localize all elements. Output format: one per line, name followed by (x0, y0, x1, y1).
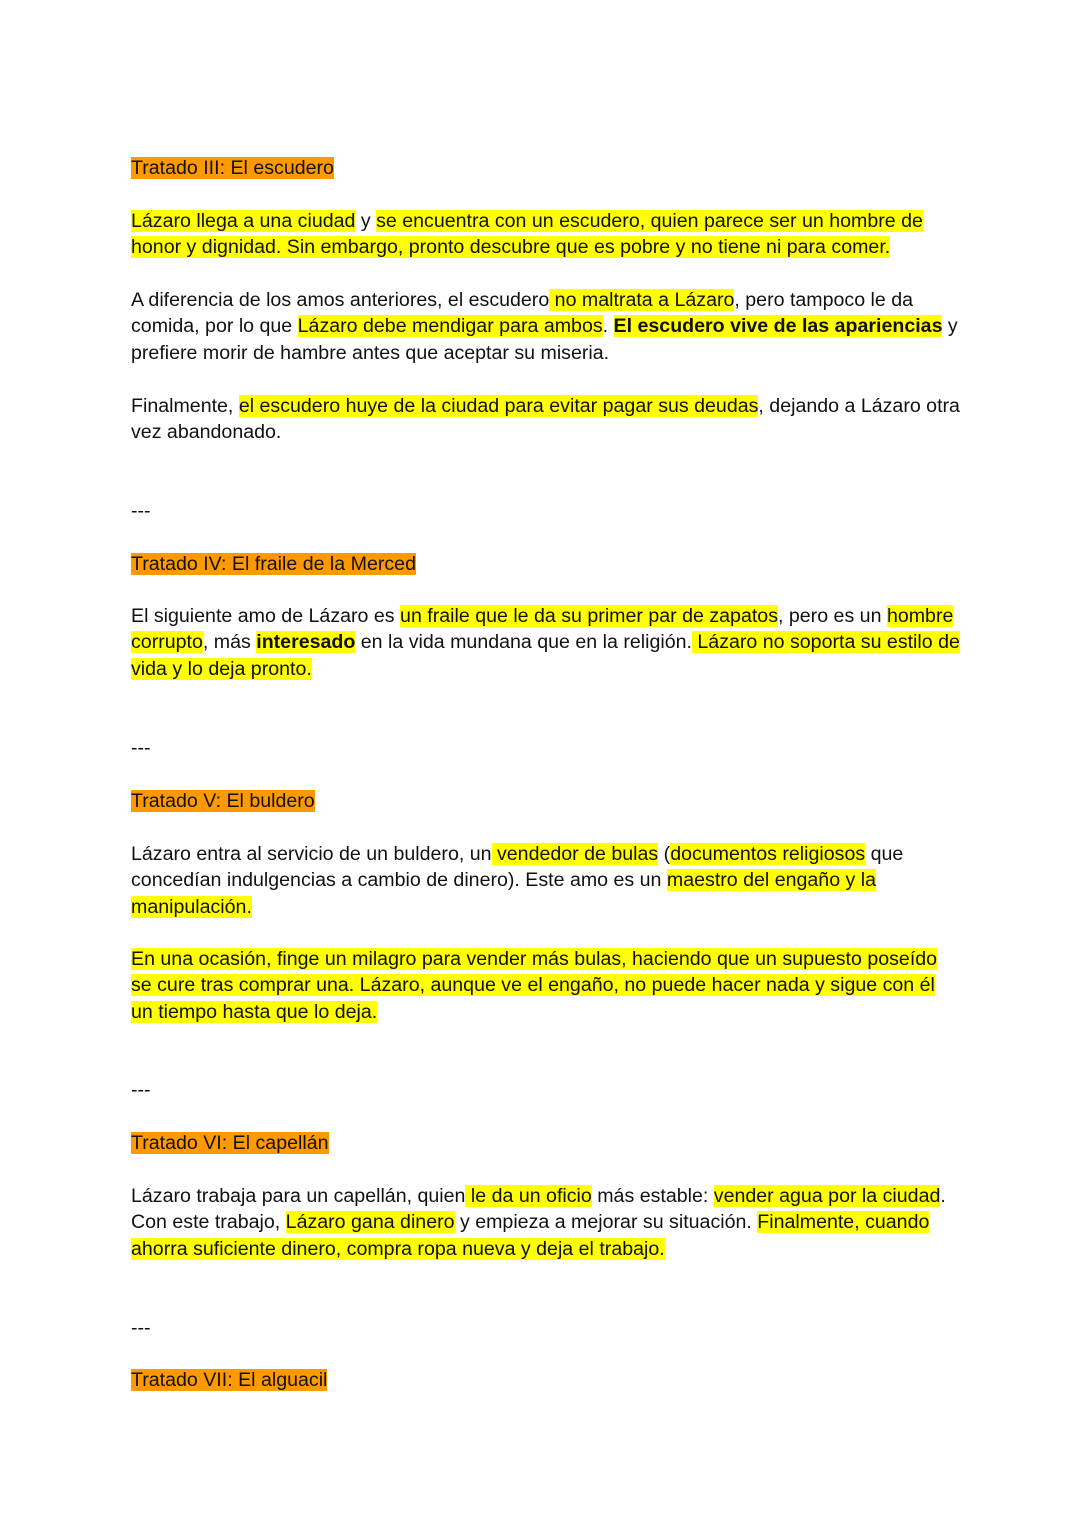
separator: --- (131, 737, 151, 759)
section-heading-tratado-vi: Tratado VI: El capellán (131, 1132, 329, 1154)
separator: --- (131, 1317, 151, 1339)
paragraph: Lázaro trabaja para un capellán, quien le da un oficio más estable: vender agua por la ciudad. Con este trabajo, Lázaro gana dinero y empieza a mejorar su situación. Finalmente, cuando ahorra suficiente dinero, compra ropa nueva y deja el trabajo. (131, 1185, 946, 1260)
paragraph: El siguiente amo de Lázaro es un fraile que le da su primer par de zapatos, pero es un hombre corrupto, más interesado en la vida mundana que en la religión. Lázaro no soporta su estilo de vida y lo deja pronto. (131, 605, 960, 680)
separator: --- (131, 1079, 151, 1101)
paragraph: A diferencia de los amos anteriores, el escudero no maltrata a Lázaro, pero tampoco le da comida, por lo que Lázaro debe mendigar para ambos. El escudero vive de las apariencias y prefiere morir de hambre antes que aceptar su miseria. (131, 289, 958, 364)
section-heading-tratado-vii: Tratado VII: El alguacil (131, 1369, 328, 1391)
section-heading-tratado-v: Tratado V: El buldero (131, 790, 315, 812)
paragraph: Lázaro entra al servicio de un buldero, un vendedor de bulas (documentos religiosos que concedían indulgencias a cambio de dinero). Este amo es un maestro del engaño y la manipulación. (131, 843, 904, 918)
paragraph: En una ocasión, finge un milagro para vender más bulas, haciendo que un supuesto poseído se cure tras comprar una. Lázaro, aunque ve el engaño, no puede hacer nada y sigue con él un tiempo hasta que lo deja. (131, 948, 938, 1023)
paragraph: Lázaro llega a una ciudad y se encuentra con un escudero, quien parece ser un hombre de honor y dignidad. Sin embargo, pronto descubre que es pobre y no tiene ni para comer. (131, 210, 923, 259)
separator: --- (131, 500, 151, 522)
section-heading-tratado-iii: Tratado III: El escudero (131, 157, 334, 179)
paragraph: Finalmente, el escudero huye de la ciudad para evitar pagar sus deudas, dejando a Lázaro otra vez abandonado. (131, 395, 960, 444)
section-heading-tratado-iv: Tratado IV: El fraile de la Merced (131, 553, 416, 575)
